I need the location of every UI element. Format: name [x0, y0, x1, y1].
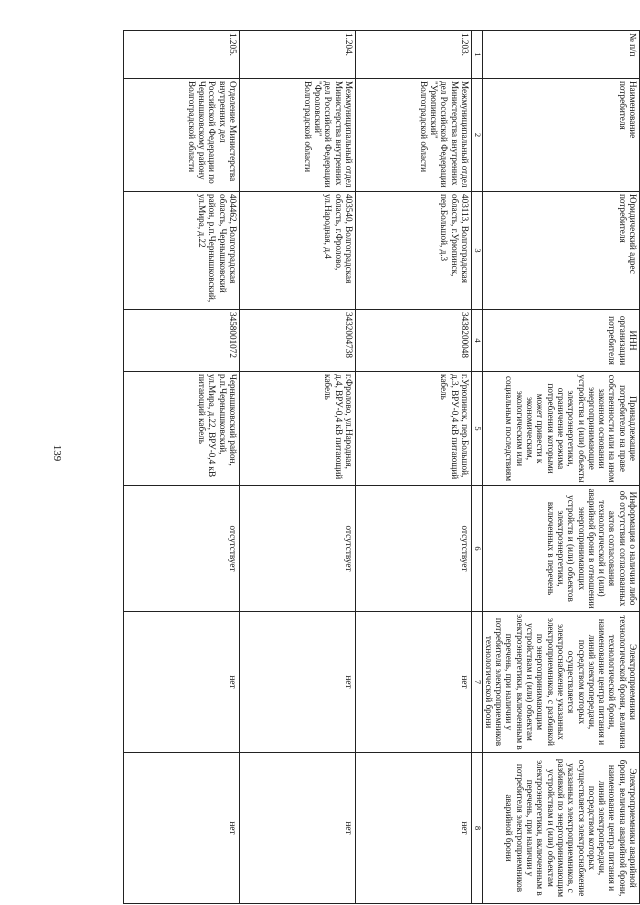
header-emergency-reserve: Электроприемники аварийной брони, величина аварийной брони, наименование центра питания и линий электропередачи, посредством которых осуществляется электроснабжение указанных электроприемников, с разбивкой по энергопринимающим устройствам и (или) объектам электроэнергетики, включенным в перечень, при наличии у потребителя электроприемников аварийной брони — [482, 753, 639, 904]
column-number-row — [472, 31, 483, 904]
consumer-name: Межмуниципальный отдел Министерства внутренних дел Российской Федерации "Фроловский" Волгоградской области — [240, 79, 356, 192]
column-number: 3 — [472, 192, 483, 310]
table-row — [240, 31, 356, 904]
row-number: 1.205. — [124, 31, 240, 79]
column-number: 6 — [472, 486, 483, 612]
header-num: № п/п — [482, 31, 639, 79]
consumer-address: 403113, Волгоградская область, г.Урюпинск, пер.Большой, д.3 — [356, 192, 472, 310]
tech-reserve: нет — [356, 612, 472, 753]
consumer-devices: г.Урюпинск, пер.Большой, д.3, ВРУ-0,4 кВ питающий кабель — [356, 372, 472, 486]
column-number: 1 — [472, 31, 483, 79]
row-number: 1.204. — [240, 31, 356, 79]
column-number: 2 — [472, 79, 483, 192]
emergency-reserve: нет — [356, 753, 472, 904]
page-number: 139 — [51, 444, 63, 462]
tech-reserve: нет — [240, 612, 356, 753]
header-name: Наименование потребителя — [482, 79, 639, 192]
emergency-reserve: нет — [124, 753, 240, 904]
header-acts: Информация о наличии либо об отсутствии согласованных актов согласования технологической и (или) аварийной брони в отношении энергопринимающих устройств и (или) объектов электроэнергетики, включенных в перечень — [482, 486, 639, 612]
consumer-inn: 3438200048 — [356, 310, 472, 372]
header-devices: Принадлежащие потребителю на праве собственности или на ином законном основании энергопринимающие устройства и (или) объекты электроэнергетики, ограничение режима потребления которыми может привести к экономическим, экологическим или социальным последствиям — [482, 372, 639, 486]
consumer-devices: Чернышковский район, р.п.Чернышковский, ул.Мира, д.22, ВРУ-0,4 кВ питающий кабель — [124, 372, 240, 486]
consumer-inn: 3458001072 — [124, 310, 240, 372]
table-row — [124, 31, 240, 904]
consumer-address: 404462, Волгоградская область, Чернышковский район, р.п.Чернышковский, ул.Мира, д.22 — [124, 192, 240, 310]
row-number: 1.203. — [356, 31, 472, 79]
header-tech-reserve: Электроприемники технологической брони, величина технологической брони, наименование центра питания и линий электропередачи, посредством которых осуществляется электроснабжение указанных электроприемников, с разбивкой по энергопринимающим устройствам и (или) объектам электроэнергетики, включенным в перечень, при наличии у потребителя электроприемников технологической брони — [482, 612, 639, 753]
consumer-name: Межмуниципальный отдел Министерства внутренних дел Российской Федерации "Урюпинский" Волгоградской области — [356, 79, 472, 192]
consumer-name: Отделение Министерства внутренних дел Российской Федерации по Чернышковскому району Волгоградской области — [124, 79, 240, 192]
header-inn: ИНН организации потребителя — [482, 310, 639, 372]
consumer-inn: 3432004738 — [240, 310, 356, 372]
rotated-page — [85, 30, 640, 903]
column-number: 5 — [472, 372, 483, 486]
emergency-reserve: нет — [240, 753, 356, 904]
consumer-devices: г.Фролово, ул.Народная, д.4, ВРУ-0,4 кВ питающий кабель — [240, 372, 356, 486]
consumers-table — [123, 30, 640, 904]
acts-status: отсутствует — [356, 486, 472, 612]
consumer-address: 403540, Волгоградская область, г.Фролово, ул.Народная, д.4 — [240, 192, 356, 310]
column-number: 7 — [472, 612, 483, 753]
tech-reserve: нет — [124, 612, 240, 753]
table-row — [356, 31, 472, 904]
header-row — [482, 31, 639, 904]
acts-status: отсутствует — [124, 486, 240, 612]
header-address: Юридический адрес потребителя — [482, 192, 639, 310]
column-number: 8 — [472, 753, 483, 904]
acts-status: отсутствует — [240, 486, 356, 612]
column-number: 4 — [472, 310, 483, 372]
